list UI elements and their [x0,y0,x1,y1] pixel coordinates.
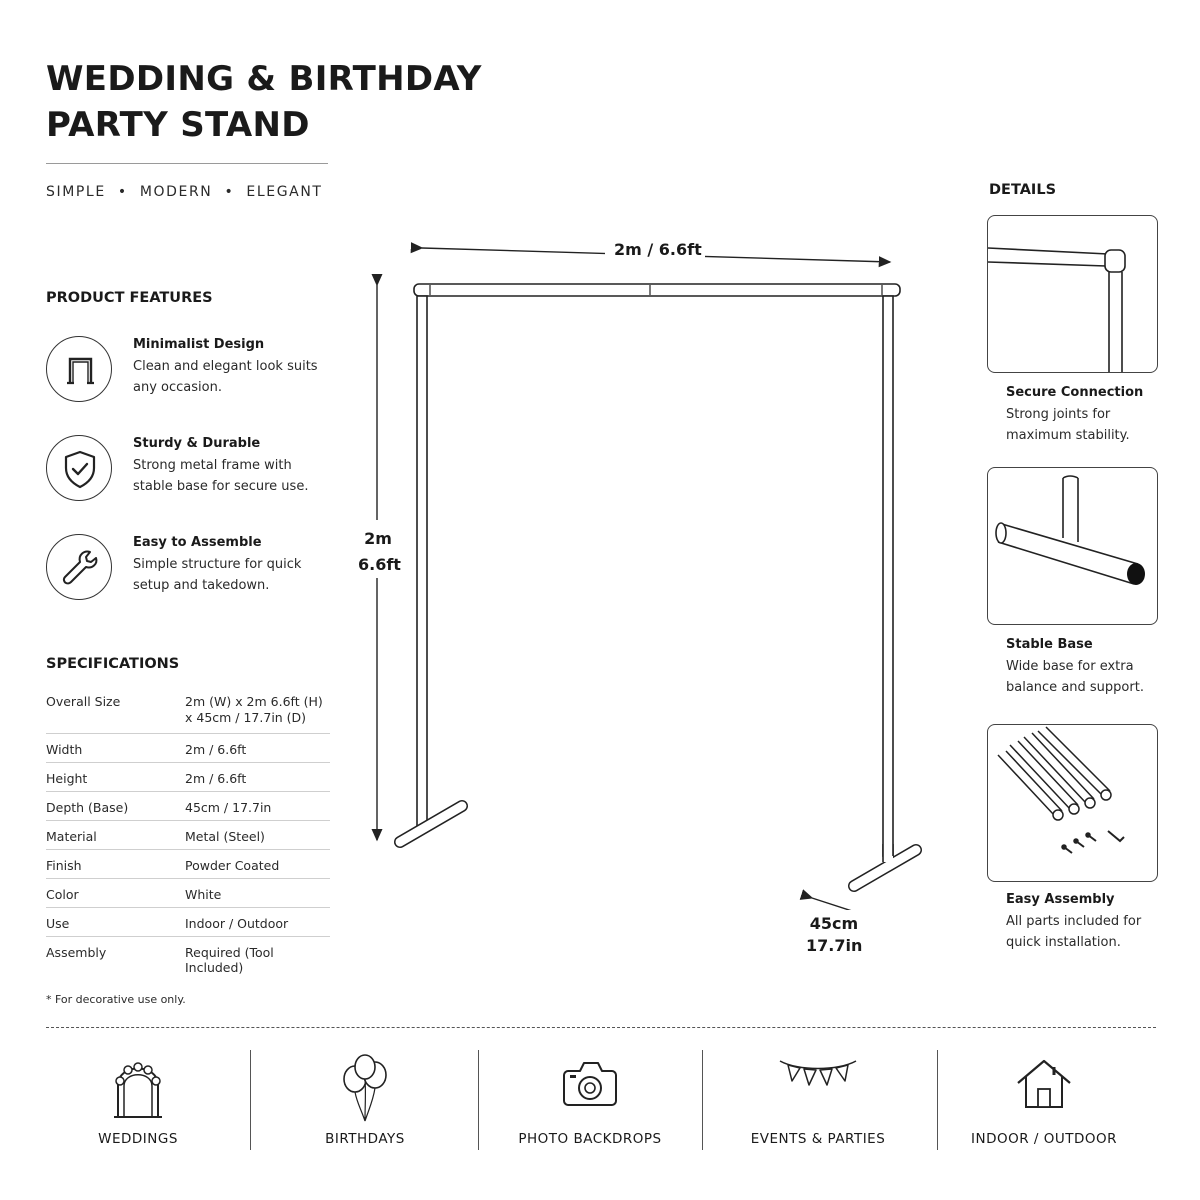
height-label-imperial: 6.6ft [358,555,401,574]
title-divider [46,163,328,164]
spec-key: Height [46,770,88,786]
features-heading: PRODUCT FEATURES [46,290,213,306]
spec-key: Width [46,741,83,757]
camera-icon [560,1053,620,1113]
depth-dimension-label [806,913,862,957]
stand-diagram [350,230,950,910]
height-dimension-label [358,526,401,578]
use-item-birthdays [265,1045,465,1155]
spec-value: 45cm / 17.7in [185,799,272,815]
detail-image-stable-base [987,467,1158,625]
arch-frame-icon [46,336,112,402]
use-separator [478,1050,479,1150]
feature-desc: Clean and elegant look suits any occasion. [133,359,318,395]
page-title [46,56,482,148]
table-row [46,791,330,820]
shield-check-icon [46,435,112,501]
use-separator [250,1050,251,1150]
spec-key: Material [46,828,97,844]
detail-desc: Wide base for extra balance and support. [1006,659,1144,695]
balloons-icon [335,1053,395,1123]
spec-value: Indoor / Outdoor [185,915,289,931]
use-separator [702,1050,703,1150]
spec-key: Depth (Base) [46,799,129,815]
depth-label-imperial: 17.7in [806,936,863,955]
spec-value: Powder Coated [185,857,280,873]
table-row [46,878,330,907]
spec-value: Metal (Steel) [185,828,265,844]
use-label: BIRTHDAYS [325,1131,405,1147]
table-row [46,762,330,791]
table-row [46,907,330,936]
spec-value: 2m / 6.6ft [185,770,247,786]
footer-divider [46,1027,1156,1028]
footnote: * For decorative use only. [46,993,186,1006]
detail-image-secure-connection [987,215,1158,373]
house-icon [1014,1053,1074,1113]
use-item-photo-backdrops [490,1045,690,1155]
use-item-events-parties [718,1045,918,1155]
height-label-metric: 2m [364,529,392,548]
table-row [46,936,330,975]
detail-name: Secure Connection [1006,385,1144,400]
spec-key: Use [46,915,70,931]
use-label: EVENTS & PARTIES [750,1131,886,1147]
detail-name: Easy Assembly [1006,892,1115,907]
spec-value: 2m (W) x 2m 6.6ft (H) x 45cm / 17.7in (D) [185,694,323,725]
specifications-table [46,686,330,975]
use-item-weddings [38,1045,238,1155]
spec-value: Required (Tool Included) [185,944,274,975]
spec-value: 2m / 6.6ft [185,741,247,757]
feature-desc: Strong metal frame with stable base for secure use. [133,458,309,494]
feature-name: Sturdy & Durable [133,436,261,451]
specifications-heading: SPECIFICATIONS [46,656,180,672]
bunting-icon [778,1053,858,1097]
detail-image-easy-assembly [987,724,1158,882]
details-heading: DETAILS [989,182,1057,198]
spec-key: Color [46,886,79,902]
detail-name: Stable Base [1006,637,1093,652]
detail-desc: Strong joints for maximum stability. [1006,407,1130,443]
detail-desc: All parts included for quick installation. [1006,914,1142,950]
spec-key: Assembly [46,944,107,960]
floral-arch-icon [108,1053,168,1119]
parts-kit-icon [988,725,1158,882]
use-item-indoor-outdoor [944,1045,1144,1155]
title-line-2: PARTY STAND [46,105,310,145]
use-separator [937,1050,938,1150]
feature-item [46,336,346,406]
feature-item [46,534,346,604]
table-row [46,849,330,878]
wrench-icon [46,534,112,600]
width-dimension-label: 2m / 6.6ft [614,240,702,259]
table-row [46,733,330,762]
feature-desc: Simple structure for quick setup and takedown. [133,557,302,593]
table-row [46,686,330,733]
corner-joint-icon [988,216,1158,373]
use-label: INDOOR / OUTDOOR [970,1131,1118,1147]
use-label: PHOTO BACKDROPS [518,1131,662,1147]
feature-name: Minimalist Design [133,337,265,352]
table-row [46,820,330,849]
base-tube-icon [988,468,1158,625]
title-line-1: WEDDING & BIRTHDAY [46,59,482,99]
depth-label-metric: 45cm [809,914,859,933]
tagline: SIMPLE • MODERN • ELEGANT [46,184,323,200]
spec-key: Overall Size [46,694,121,709]
use-label: WEDDINGS [98,1131,178,1147]
spec-key: Finish [46,857,82,873]
spec-value: White [185,886,222,902]
feature-name: Easy to Assemble [133,535,262,550]
feature-item [46,435,346,505]
